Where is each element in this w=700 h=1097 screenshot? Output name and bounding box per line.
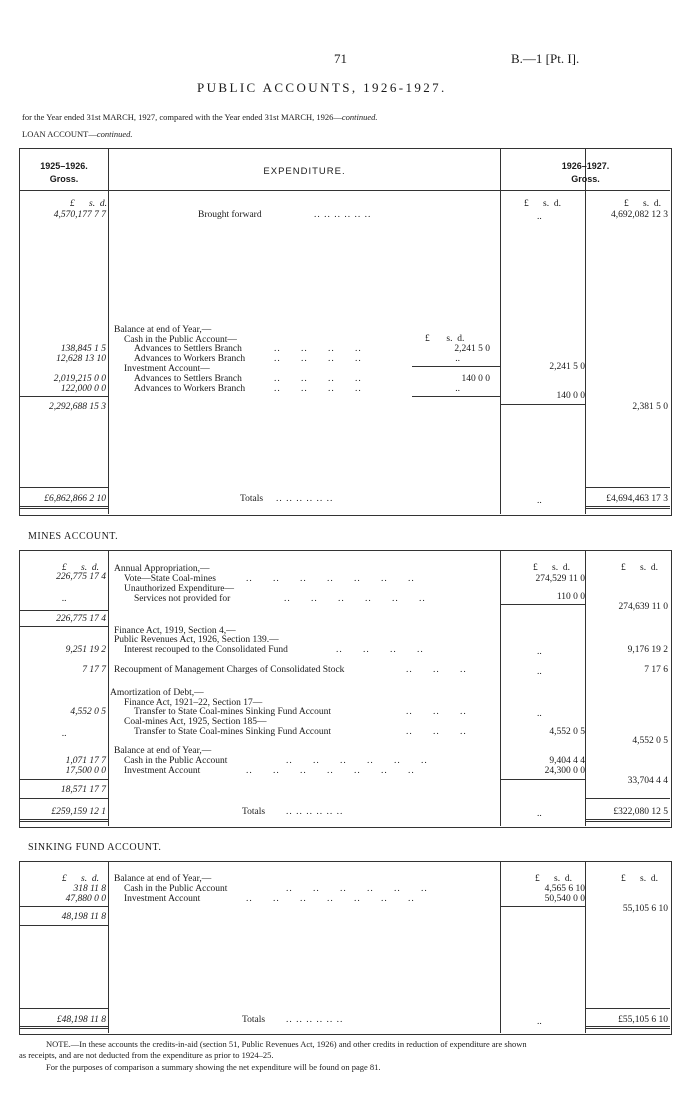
mines-recoupment-1926: 7 17 7 — [82, 665, 106, 675]
page-title: PUBLIC ACCOUNTS, 1926-1927. — [197, 80, 447, 95]
mines-totals-mid: .. — [537, 809, 542, 819]
mines-vote-1927: 274,529 11 0 — [535, 574, 585, 584]
note-line-3: For the purposes of comparison a summary showing the net expenditure will be found on page 81. — [46, 1062, 381, 1072]
mines-investment-label: Investment Account — [124, 766, 201, 776]
sinking-totals-1926: £48,198 11 8 — [56, 1015, 106, 1025]
brought-forward-label: Brought forward — [198, 210, 262, 220]
mines-cash-label: Cash in the Public Account — [124, 756, 228, 766]
loan-col-mid-header: EXPENDITURE. — [263, 166, 346, 177]
note-line-1: NOTE.—In these accounts the credits-in-aid (section 51, Public Revenues Act, 1926) and other credits in reduction of expenditure are shown — [46, 1039, 527, 1049]
mines-appropriation-total-1927: 274,639 11 0 — [618, 602, 668, 612]
currency-label: £ s. d. — [533, 563, 570, 573]
currency-label: £ s. d. — [524, 199, 561, 209]
investment-heading: Investment Account— — [124, 364, 210, 374]
transfer-label-2: Transfer to State Coal-mines Sinking Fund Account — [134, 727, 332, 737]
finance-act-heading: Finance Act, 1919, Section 4,— — [114, 626, 236, 636]
finance-act-1921-heading: Finance Act, 1921–22, Section 17— — [124, 698, 263, 708]
mines-balance-heading: Balance at end of Year,— — [114, 746, 212, 756]
interest-label: Interest recouped to the Consolidated Fund — [124, 645, 288, 655]
currency-label: £ s. d. — [425, 334, 465, 344]
mines-cash-1926: 1,071 17 7 — [65, 756, 106, 766]
leader-dots: .. .. .. .. .. .. — [286, 1015, 344, 1025]
loan-totals-1926: £6,862,866 2 10 — [44, 494, 106, 504]
mines-services-1926: .. — [62, 594, 67, 604]
page-reference: B.—1 [Pt. I]. — [511, 51, 580, 66]
leader-dots: .. .. .. .. .. .. — [284, 594, 426, 604]
mines-cash-1927: 9,404 4 4 — [549, 756, 585, 766]
loan-inv-subtotal-1927: 140 0 0 — [556, 391, 585, 401]
mines-balance-total-1927: 33,704 4 4 — [627, 776, 668, 786]
loan-inv-settlers-1926: 2,019,215 0 0 — [53, 374, 106, 384]
sinking-balance-1926: 48,198 11 8 — [61, 912, 106, 922]
mines-interest-1927: 9,176 19 2 — [627, 645, 668, 655]
mines-appropriation-subtotal-1926: 226,775 17 4 — [56, 614, 106, 624]
vote-label: Vote—State Coal-mines — [124, 574, 216, 584]
mines-interest-mid: .. — [537, 647, 542, 657]
currency-label: £ s. d. — [62, 874, 99, 884]
loan-inv-workers-1926: 122,000 0 0 — [60, 384, 106, 394]
amortization-heading: Amortization of Debt,— — [110, 688, 204, 698]
leader-dots: .. .. .. .. .. .. .. — [246, 766, 415, 776]
mines-transfer2-1927: 4,552 0 5 — [549, 727, 585, 737]
mines-balance-1926: 18,571 17 7 — [60, 785, 106, 795]
currency-label: £ s. d. — [624, 199, 661, 209]
mines-totals-label: Totals — [242, 807, 266, 817]
loan-inv-workers-amount: .. — [455, 384, 460, 394]
leader-dots: .. .. .. .. .. .. — [276, 494, 334, 504]
mines-totals-1927: £322,080 12 5 — [613, 807, 668, 817]
mines-vote-1926: 226,775 17 4 — [56, 572, 106, 582]
leader-dots: .. .. .. .. — [336, 645, 424, 655]
loan-brought-forward-1926: 4,570,177 7 7 — [53, 210, 106, 220]
unauthorized-heading: Unauthorized Expenditure— — [124, 584, 235, 594]
leader-dots: .. .. .. — [406, 707, 467, 717]
mines-interest-1926: 9,251 19 2 — [65, 645, 106, 655]
mines-transfer1-mid: .. — [537, 709, 542, 719]
leader-dots: .. .. .. .. — [274, 354, 362, 364]
sinking-totals-mid: .. — [537, 1017, 542, 1027]
sinking-balance-total-1927: 55,105 6 10 — [622, 904, 668, 914]
leader-dots: .. .. .. — [406, 665, 467, 675]
sinking-investment-label: Investment Account — [124, 894, 201, 904]
public-revenues-act-heading: Public Revenues Act, 1926, Section 139.— — [114, 635, 279, 645]
page-number: 71 — [334, 51, 347, 66]
currency-label: £ s. d. — [535, 874, 572, 884]
sinking-cash-label: Cash in the Public Account — [124, 884, 228, 894]
currency-label: £ s. d. — [621, 563, 658, 573]
mines-account-heading: MINES ACCOUNT. — [28, 531, 119, 542]
loan-cash-workers-1926: 12,628 13 10 — [56, 354, 106, 364]
subtitle: for the Year ended 31st MARCH, 1927, compared with the Year ended 31st MARCH, 1926—continued. — [22, 112, 378, 122]
loan-totals-1927: £4,694,463 17 3 — [606, 494, 668, 504]
leader-dots: .. .. .. .. .. .. — [286, 807, 344, 817]
loan-inv-settlers-amount: 140 0 0 — [461, 374, 490, 384]
loan-col-left-header: 1925–1926. Gross. — [40, 161, 88, 184]
sinking-investment-1927: 50,540 0 0 — [544, 894, 585, 904]
sinking-totals-1927: £55,105 6 10 — [618, 1015, 668, 1025]
loan-cash-settlers-amount: 2,241 5 0 — [454, 344, 490, 354]
leader-dots: .. .. .. .. .. .. — [314, 210, 372, 220]
services-label: Services not provided for — [134, 594, 231, 604]
loan-brought-forward-blank: .. — [537, 212, 542, 222]
loan-brought-forward-1927: 4,692,082 12 3 — [611, 210, 668, 220]
sinking-investment-1926: 47,880 0 0 — [65, 894, 106, 904]
mines-recoupment-1927: 7 17 6 — [644, 665, 668, 675]
coal-mines-act-heading: Coal-mines Act, 1925, Section 185— — [124, 717, 267, 727]
leader-dots: .. .. .. .. .. .. — [286, 756, 428, 766]
totals-label: Totals — [240, 494, 264, 504]
inv-settlers-label: Advances to Settlers Branch — [134, 374, 242, 384]
note-line-2: as receipts, and are not deducted from the expenditure as prior to 1924–25. — [19, 1050, 274, 1060]
loan-balance-total-1927: 2,381 5 0 — [632, 402, 668, 412]
sinking-cash-1926: 318 11 8 — [73, 884, 106, 894]
leader-dots: .. .. .. — [406, 727, 467, 737]
loan-cash-settlers-1926: 138,845 1 5 — [60, 344, 106, 354]
transfer-label-1: Transfer to State Coal-mines Sinking Fund Account — [134, 707, 332, 717]
loan-account-heading: LOAN ACCOUNT—continued. — [22, 129, 133, 139]
leader-dots: .. .. .. .. .. .. .. — [246, 894, 415, 904]
mines-investment-1927: 24,300 0 0 — [544, 766, 585, 776]
annual-appropriation-heading: Annual Appropriation,— — [114, 564, 210, 574]
mines-services-1927: 110 0 0 — [556, 592, 585, 602]
loan-balance-subtotal-1926: 2,292,688 15 3 — [49, 402, 106, 412]
mines-recoupment-mid: .. — [537, 667, 542, 677]
sinking-totals-label: Totals — [242, 1015, 266, 1025]
loan-totals-mid: .. — [537, 496, 542, 506]
loan-col-right-header: 1926–1927. Gross. — [561, 161, 610, 184]
inv-workers-label: Advances to Workers Branch — [134, 384, 246, 394]
mines-transfer-total-1927: 4,552 0 5 — [632, 736, 668, 746]
leader-dots: .. .. .. .. — [274, 374, 362, 384]
leader-dots: .. .. .. .. .. .. .. — [246, 574, 415, 584]
sinking-balance-heading: Balance at end of Year,— — [114, 874, 212, 884]
leader-dots: .. .. .. .. .. .. — [286, 884, 428, 894]
sinking-fund-heading: SINKING FUND ACCOUNT. — [28, 842, 162, 853]
currency-label: £ s. d. — [62, 563, 99, 573]
loan-cash-workers-amount: .. — [455, 354, 460, 364]
currency-label: £ s. d. — [621, 874, 658, 884]
currency-label: £ s. d. — [70, 199, 107, 209]
cash-settlers-label: Advances to Settlers Branch — [134, 344, 242, 354]
sinking-cash-1927: 4,565 6 10 — [544, 884, 585, 894]
balance-heading: Balance at end of Year,— — [114, 325, 212, 335]
cash-workers-label: Advances to Workers Branch — [134, 354, 246, 364]
leader-dots: .. .. .. .. — [274, 344, 362, 354]
leader-dots: .. .. .. .. — [274, 384, 362, 394]
loan-cash-subtotal-1927: 2,241 5 0 — [549, 362, 585, 372]
cash-heading: Cash in the Public Account— — [124, 335, 237, 345]
recoupment-label: Recoupment of Management Charges of Consolidated Stock — [114, 665, 345, 675]
mines-investment-1926: 17,500 0 0 — [65, 766, 106, 776]
mines-transfer2-1926: .. — [62, 729, 67, 739]
mines-totals-1926: £259,159 12 1 — [51, 807, 106, 817]
mines-transfer1-1926: 4,552 0 5 — [70, 707, 106, 717]
